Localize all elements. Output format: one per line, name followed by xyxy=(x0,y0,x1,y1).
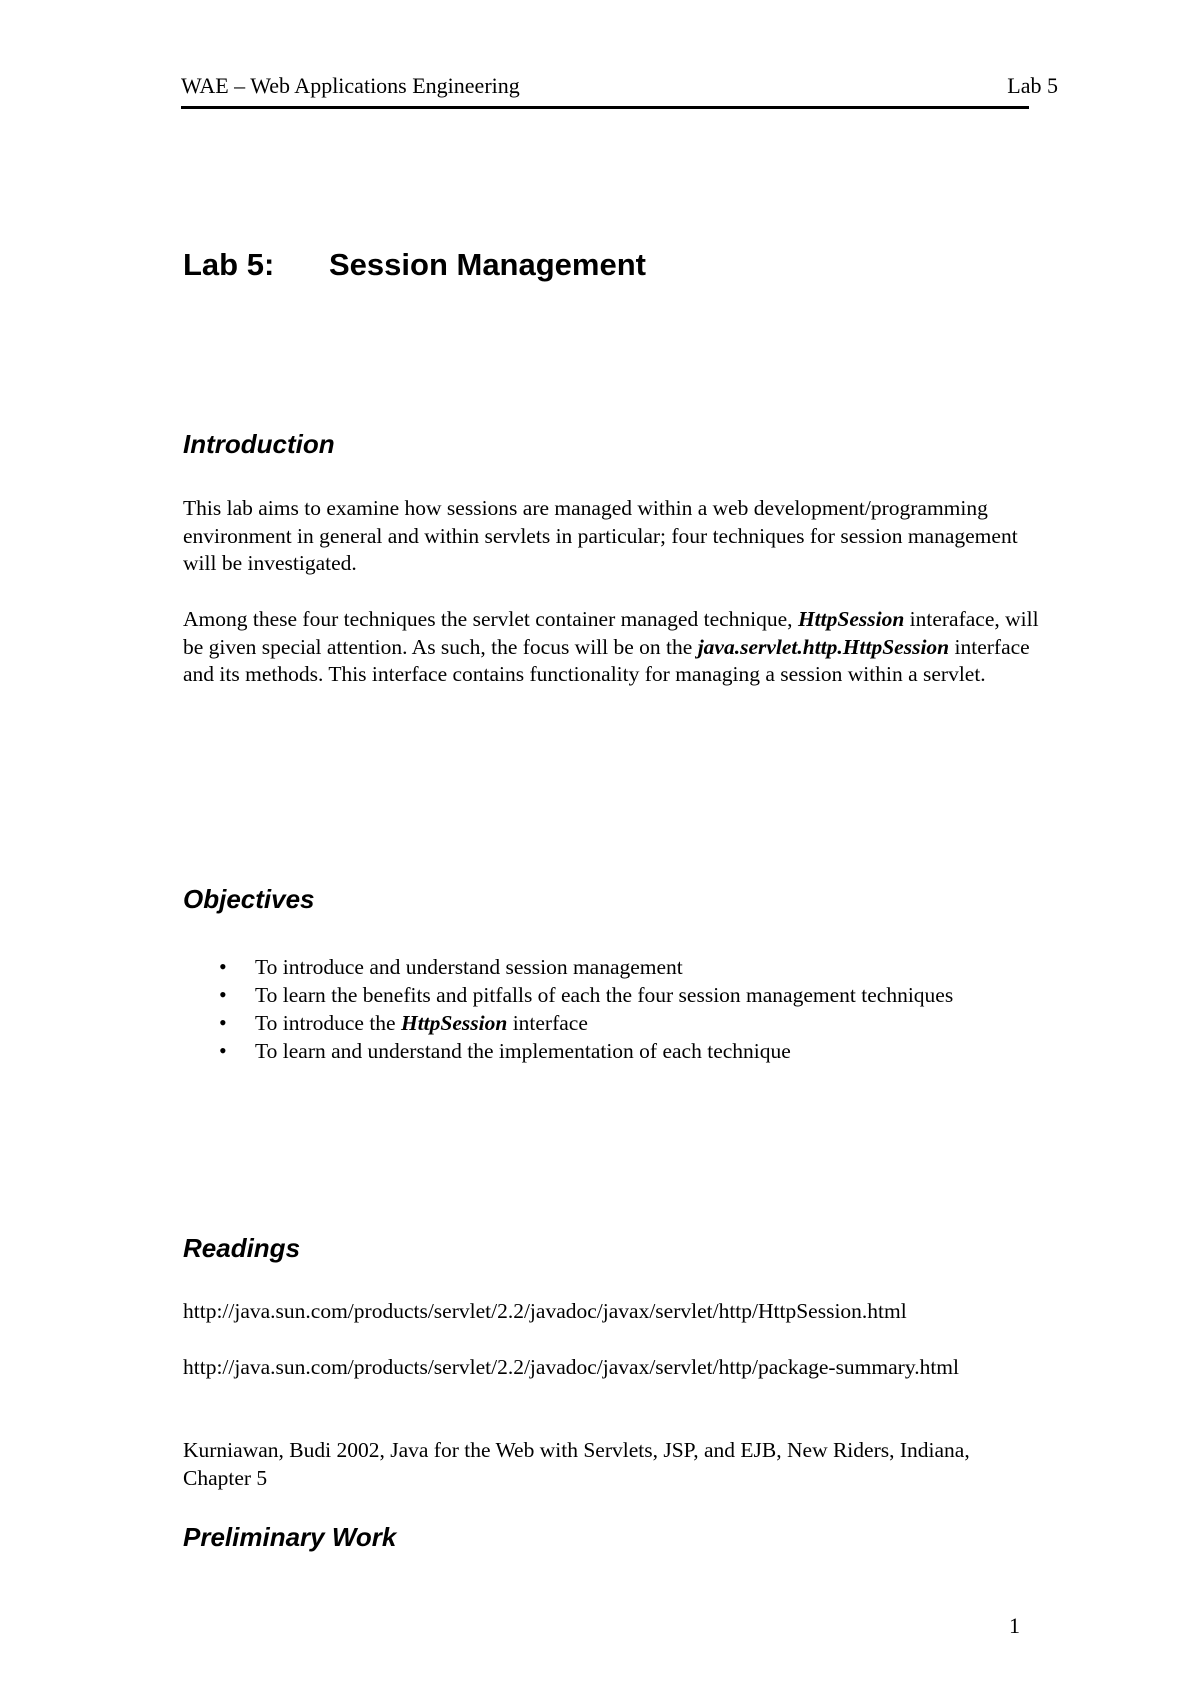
intro-p2-text-e: interface and its methods. This interface contains functionality for managing a session within a servlet. xyxy=(183,634,1030,686)
header-rule xyxy=(181,106,1029,109)
list-item: • To introduce and understand session management xyxy=(219,954,683,979)
heading-objectives: Objectives xyxy=(183,884,315,914)
list-item: • To introduce the HttpSession interface xyxy=(219,1010,588,1035)
header-lab-label: Lab 5 xyxy=(1007,73,1058,98)
list-item: • To learn the benefits and pitfalls of each the four session management techniques xyxy=(219,982,954,1007)
intro-paragraph-1: This lab aims to examine how sessions are managed within a web development/programming environment in general and within servlets in particular; four techniques for session management will be investigated. xyxy=(183,496,1018,575)
header-course-title: WAE – Web Applications Engineering xyxy=(181,73,520,98)
page-number: 1 xyxy=(1009,1613,1020,1638)
page-header xyxy=(181,72,1058,106)
bullet-icon: • xyxy=(219,982,227,1007)
intro-p2-text-a: Among these four techniques the servlet container managed technique, xyxy=(183,607,798,631)
bullet-icon: • xyxy=(219,1010,227,1035)
objective-code-httpsession: HttpSession xyxy=(400,1011,508,1035)
heading-preliminary-work: Preliminary Work xyxy=(183,1522,397,1552)
reading-item-1: http://java.sun.com/products/servlet/2.2/javadoc/javax/servlet/http/HttpSession.html xyxy=(183,1299,907,1323)
intro-p2-code-httpsession: HttpSession xyxy=(797,607,905,631)
page-title xyxy=(183,246,646,284)
reading-item-2: http://java.sun.com/products/servlet/2.2/javadoc/javax/servlet/http/package-summary.html xyxy=(183,1355,959,1379)
title-lab-number: Lab 5: xyxy=(183,247,275,282)
bullet-icon: • xyxy=(219,954,227,979)
objectives-list xyxy=(183,953,1043,1065)
intro-p2-text-c: interaface, will be given special attention. As such, the focus will be on the xyxy=(183,607,1039,659)
heading-introduction: Introduction xyxy=(183,429,335,459)
title-text: Session Management xyxy=(329,247,646,282)
intro-paragraph-2 xyxy=(183,606,1043,689)
reading-item-3: Kurniawan, Budi 2002, Java for the Web with Servlets, JSP, and EJB, New Riders, Indiana, Chapter 5 xyxy=(183,1438,970,1490)
heading-readings: Readings xyxy=(183,1233,301,1263)
bullet-icon: • xyxy=(219,1038,227,1063)
list-item: • To learn and understand the implementation of each technique xyxy=(219,1038,791,1063)
intro-p2-code-java-servlet: java.servlet.http.HttpSession xyxy=(697,634,950,659)
